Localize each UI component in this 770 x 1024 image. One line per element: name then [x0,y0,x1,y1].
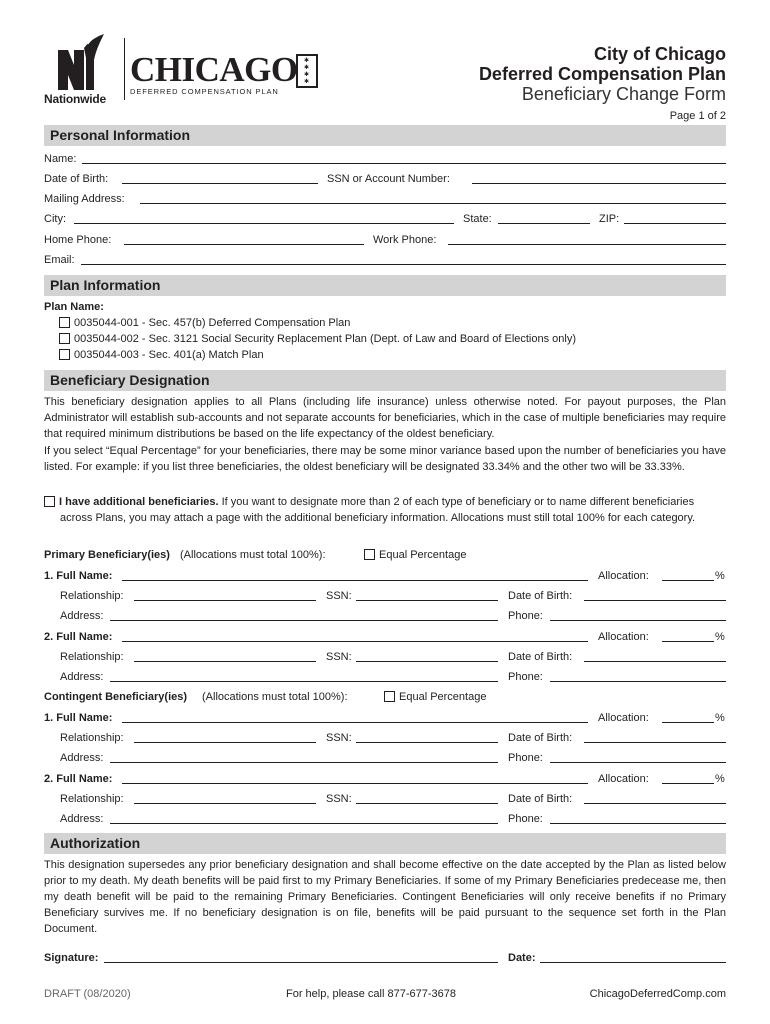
full-name-label: 1. Full Name: [44,712,113,724]
zip-label: ZIP: [599,213,620,225]
page-number: Page 1 of 2 [669,110,726,122]
work-phone-field[interactable] [448,244,726,245]
home-phone-label: Home Phone: [44,234,112,246]
allocation-label: Allocation: [598,773,649,785]
help-phone: For help, please call 877-677-3678 [286,988,457,1000]
primary-1-address-row [44,609,726,623]
equal-percentage-label: Equal Percentage [399,691,487,703]
plan-option-457b[interactable] [59,316,350,330]
phone-label: Phone: [508,752,543,764]
mailing-row [44,192,726,206]
primary-note: (Allocations must total 100%): [180,549,326,561]
relationship-label: Relationship: [60,793,124,805]
section-personal-information: Personal Information [44,125,726,146]
relationship-label: Relationship: [60,651,124,663]
phone-field[interactable] [550,762,726,763]
work-phone-label: Work Phone: [373,234,437,246]
section-beneficiary-designation: Beneficiary Designation [44,370,726,391]
contingent-2-rel-row [44,792,726,806]
beneficiary-paragraph-1: This beneficiary designation applies to all Plans (including life insurance) unless otherwise noted. For payout purposes, the Plan Administrator will establish sub-accounts and not separate accounts for beneficiaries, which in the case of multiple beneficiaries may require that required minimum distributions be based on the life expectancy of the oldest beneficiary. [44,396,726,440]
email-field[interactable] [81,264,726,265]
additional-beneficiaries-text: If you want to designate more than 2 of each type of beneficiary or to name different beneficiaries across Plans, you may attach a page with the additional beneficiary information. Allocations must still total 100% for each category. [60,496,696,524]
address-label: Address: [60,813,104,825]
city-field[interactable] [74,223,454,224]
primary-2-name-row [44,630,726,644]
additional-beneficiaries-option[interactable] [44,494,726,526]
name-label: Name: [44,153,77,165]
checkbox[interactable] [59,349,70,360]
additional-beneficiaries-label: I have additional beneficiaries. [59,496,219,508]
relationship-label: Relationship: [60,590,124,602]
ssn-field[interactable] [472,183,726,184]
plan-name-label: Plan Name: [44,301,104,313]
logo-divider [124,38,125,100]
contingent-1-rel-row [44,731,726,745]
dob-field[interactable] [584,803,726,804]
full-name-field[interactable] [122,580,588,581]
relationship-field[interactable] [134,661,316,662]
primary-1-name-row [44,569,726,583]
ssn-label: SSN: [326,651,352,663]
primary-label: Primary Beneficiary(ies) [44,549,170,561]
additional-beneficiaries-checkbox[interactable] [44,496,55,507]
name-row [44,152,726,166]
percent-sign: % [715,570,725,582]
relationship-field[interactable] [134,803,316,804]
percent-sign: % [715,773,725,785]
chicago-stars-icon: ✱ ✱ ✱ ✱ [296,54,318,88]
section-authorization: Authorization [44,833,726,854]
signature-label: Signature: [44,952,99,964]
ssn-field[interactable] [356,600,498,601]
full-name-field[interactable] [122,722,588,723]
dob-label: Date of Birth: [508,793,573,805]
plan-option-label: 0035044-002 - Sec. 3121 Social Security Replacement Plan (Dept. of Law and Board of Elections only) [74,333,577,345]
dob-field[interactable] [584,742,726,743]
date-label: Date: [508,952,536,964]
phone-row [44,233,726,247]
contingent-1-address-row [44,751,726,765]
contingent-2-name-row [44,772,726,786]
address-field[interactable] [110,681,498,682]
phone-label: Phone: [508,671,543,683]
name-field[interactable] [82,163,726,164]
website-link[interactable]: ChicagoDeferredComp.com [589,988,726,1000]
dob-label: Date of Birth: [44,173,109,185]
full-name-label: 1. Full Name: [44,570,113,582]
city-label: City: [44,213,66,225]
address-label: Address: [60,752,104,764]
mailing-label: Mailing Address: [44,193,125,205]
contingent-beneficiary-heading [44,690,726,704]
dob-label: Date of Birth: [508,732,573,744]
relationship-label: Relationship: [60,732,124,744]
contingent-1-name-row [44,711,726,725]
plan-option-3121[interactable] [59,332,576,346]
ssn-label: SSN: [326,590,352,602]
address-field[interactable] [110,620,498,621]
checkbox[interactable] [364,549,375,560]
plan-option-401a[interactable] [59,348,264,362]
chicago-wordmark: CHICAGO [130,50,298,89]
city-state-zip-row [44,212,726,226]
full-name-label: 2. Full Name: [44,773,113,785]
ssn-label: SSN: [326,793,352,805]
allocation-label: Allocation: [598,631,649,643]
allocation-field[interactable] [662,722,714,723]
phone-field[interactable] [550,620,726,621]
primary-2-address-row [44,670,726,684]
contingent-note: (Allocations must total 100%): [202,691,348,703]
form-title-block [479,44,726,122]
allocation-field[interactable] [662,580,714,581]
allocation-field[interactable] [662,641,714,642]
home-phone-field[interactable] [124,244,364,245]
contingent-label: Contingent Beneficiary(ies) [44,691,188,703]
zip-field[interactable] [624,223,726,224]
chicago-subtitle: DEFERRED COMPENSATION PLAN [130,87,279,96]
signature-field[interactable] [104,962,498,963]
full-name-field[interactable] [122,641,588,642]
beneficiary-paragraph-2: If you select “Equal Percentage” for your beneficiaries, there may be some minor variance based upon the number of beneficiaries you have listed. For example: if you list three beneficiaries, the oldest beneficiary will be designated 33.34% and the other two will be 33.33%. [44,445,726,473]
signature-row [44,951,726,965]
primary-2-rel-row [44,650,726,664]
primary-beneficiary-heading [44,548,726,562]
date-field[interactable] [540,962,726,963]
authorization-paragraph: This designation supersedes any prior beneficiary designation and shall become effective on the date accepted by the Plan as listed below prior to my death. My death benefits will be paid first to my Primary Beneficiaries. If some of my Primary Beneficiaries predecease me, then my death benefit will be paid to the remaining Primary Beneficiaries. Contingent Beneficiaries will only receive benefits if no Primary Beneficiary survives me. If no beneficiary designation is on file, benefits will be paid pursuant to the sequence set forth in the Plan Document. [44,859,726,935]
section-plan-information: Plan Information [44,275,726,296]
title-city: City of Chicago [593,44,726,64]
ssn-field[interactable] [356,661,498,662]
ssn-label: SSN or Account Number: [327,173,450,185]
equal-percentage-label: Equal Percentage [379,549,467,561]
address-label: Address: [60,610,104,622]
dob-ssn-row [44,172,726,186]
allocation-label: Allocation: [598,712,649,724]
dob-field[interactable] [122,183,318,184]
state-field[interactable] [498,223,590,224]
contingent-equal-percentage[interactable] [384,690,486,704]
address-label: Address: [60,671,104,683]
nationwide-wordmark: Nationwide [44,92,107,106]
address-field[interactable] [110,823,498,824]
draft-label: DRAFT (08/2020) [44,988,131,1000]
dob-label: Date of Birth: [508,651,573,663]
form-header [44,30,726,120]
contingent-2-address-row [44,812,726,826]
phone-field[interactable] [550,823,726,824]
percent-sign: % [715,631,725,643]
relationship-field[interactable] [134,742,316,743]
address-field[interactable] [110,762,498,763]
relationship-field[interactable] [134,600,316,601]
phone-field[interactable] [550,681,726,682]
allocation-field[interactable] [662,783,714,784]
state-label: State: [463,213,492,225]
dob-field[interactable] [584,661,726,662]
checkbox[interactable] [384,691,395,702]
primary-equal-percentage[interactable] [364,548,466,562]
checkbox[interactable] [59,333,70,344]
full-name-label: 2. Full Name: [44,631,113,643]
ssn-field[interactable] [356,742,498,743]
allocation-label: Allocation: [598,570,649,582]
plan-option-label: 0035044-001 - Sec. 457(b) Deferred Compensation Plan [74,317,351,329]
plan-option-label: 0035044-003 - Sec. 401(a) Match Plan [74,349,264,361]
dob-label: Date of Birth: [508,590,573,602]
title-form: Beneficiary Change Form [521,84,726,104]
title-plan: Deferred Compensation Plan [478,64,726,84]
percent-sign: % [715,712,725,724]
mailing-field[interactable] [140,203,726,204]
phone-label: Phone: [508,813,543,825]
email-label: Email: [44,254,75,266]
full-name-field[interactable] [122,783,588,784]
dob-field[interactable] [584,600,726,601]
primary-1-rel-row [44,589,726,603]
checkbox[interactable] [59,317,70,328]
phone-label: Phone: [508,610,543,622]
ssn-field[interactable] [356,803,498,804]
ssn-label: SSN: [326,732,352,744]
email-row [44,253,726,267]
